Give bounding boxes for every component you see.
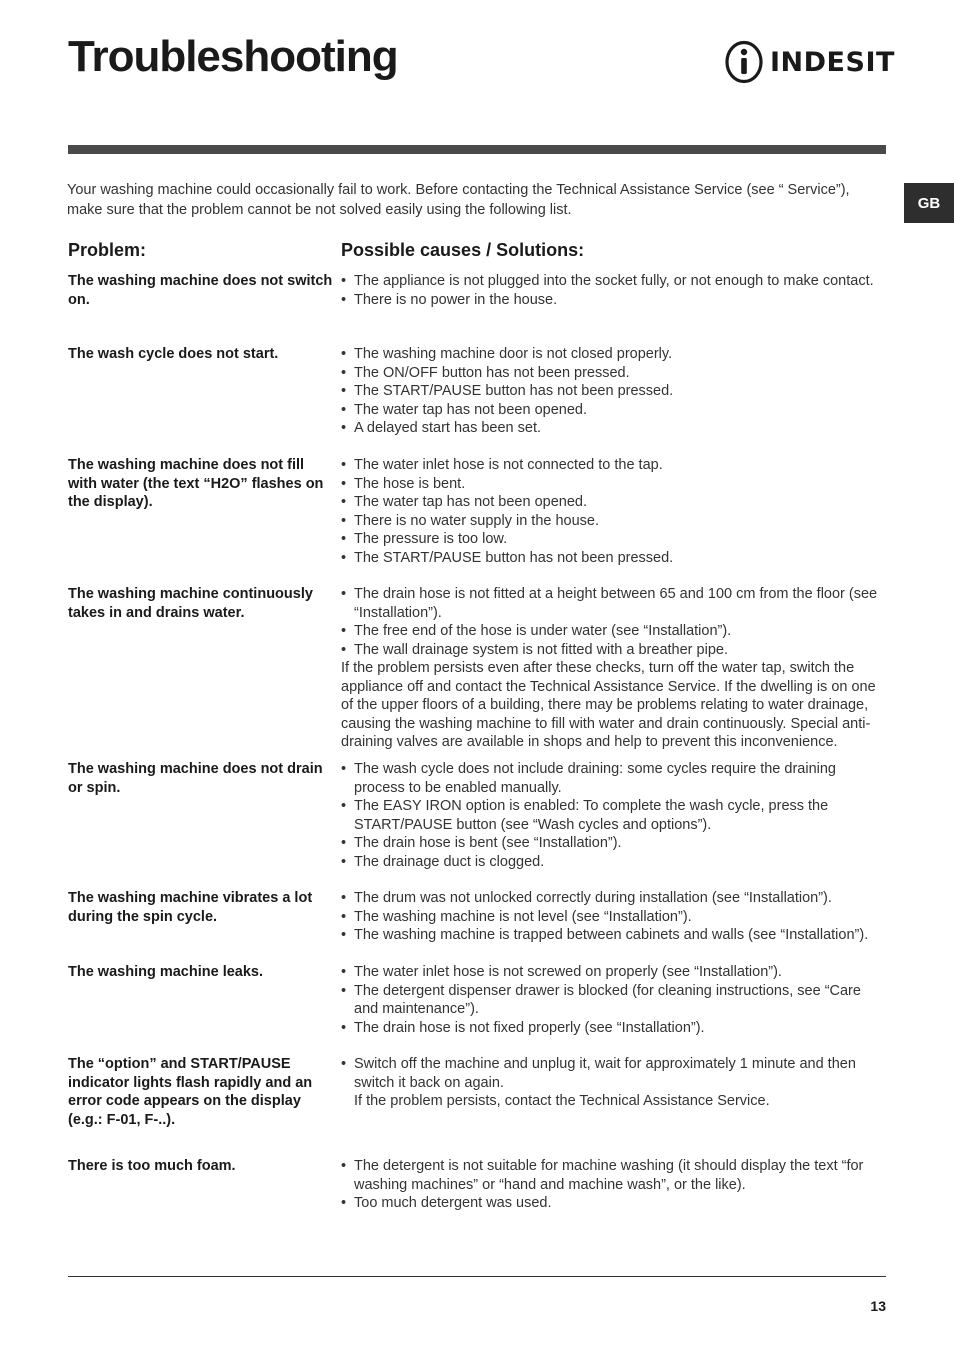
- solution-item: • Switch off the machine and unplug it, wait for approximately 1 minute and then switch it back on again.: [341, 1055, 889, 1092]
- solution-item: • The wall drainage system is not fitted with a breather pipe.: [341, 641, 889, 660]
- solution-item: • There is no water supply in the house.: [341, 512, 889, 531]
- indesit-logo-icon: [724, 40, 764, 84]
- solution-item: • The washing machine is trapped between cabinets and walls (see “Installation”).: [341, 926, 889, 945]
- problem-text: The washing machine does not fill with water (the text “H2O” flashes on the display).: [68, 457, 324, 510]
- solution-item: • The ON/OFF button has not been pressed.: [341, 364, 889, 383]
- solution-item: • The detergent is not suitable for machine washing (it should display the text “for washing machines” or “hand and machine wash”, or the like).: [341, 1157, 889, 1194]
- solutions-list: [341, 963, 889, 1037]
- brand-logo: [724, 40, 895, 84]
- solutions-list: [341, 760, 889, 871]
- problem-text: The washing machine leaks.: [68, 964, 264, 980]
- problem-text: The washing machine does not switch on.: [68, 273, 333, 308]
- problem-text: The washing machine vibrates a lot during the spin cycle.: [68, 890, 313, 925]
- solutions-list: [341, 345, 889, 438]
- solution-item: • The EASY IRON option is enabled: To complete the wash cycle, press the START/PAUSE button (see “Wash cycles and options”).: [341, 797, 889, 834]
- solution-item: • The water inlet hose is not connected to the tap.: [341, 456, 889, 475]
- footer-divider: [68, 1276, 886, 1277]
- problem-text: The wash cycle does not start.: [68, 346, 279, 362]
- page-number: 13: [870, 1298, 886, 1314]
- problem-text: The washing machine continuously takes in and drains water.: [68, 586, 313, 621]
- solution-item: • The drainage duct is clogged.: [341, 853, 889, 872]
- problem-text: There is too much foam.: [68, 1158, 236, 1174]
- solution-item: • There is no power in the house.: [341, 291, 889, 310]
- solution-item: • The drain hose is bent (see “Installation”).: [341, 834, 889, 853]
- solutions-list: [341, 1157, 889, 1213]
- solution-item: • The appliance is not plugged into the socket fully, or not enough to make contact.: [341, 272, 889, 291]
- solution-note: If the problem persists, contact the Technical Assistance Service.: [354, 1093, 770, 1109]
- page-title: Troubleshooting: [68, 32, 398, 81]
- solution-item: • The water tap has not been opened.: [341, 493, 889, 512]
- solutions-column-header: Possible causes / Solutions:: [341, 240, 585, 260]
- solution-item: • The drum was not unlocked correctly during installation (see “Installation”).: [341, 889, 889, 908]
- solution-item: • The water tap has not been opened.: [341, 401, 889, 420]
- solution-item: • The washing machine door is not closed properly.: [341, 345, 889, 364]
- solution-item: • The water inlet hose is not screwed on properly (see “Installation”).: [341, 963, 889, 982]
- solution-item: • The drain hose is not fitted at a height between 65 and 100 cm from the floor (see “Installation”).: [341, 585, 889, 622]
- solution-note: If the problem persists even after these checks, turn off the water tap, switch the appliance off and contact the Technical Assistance Service. If the dwelling is on one of the upper floors of a building, there may be problems relating to water drainage, causing the washing machine to fill with water and drain continuously. Special anti-draining valves are available in shops and help to prevent this inconvenience.: [341, 660, 876, 750]
- solution-item: • Too much detergent was used.: [341, 1194, 889, 1213]
- solution-item: • The drain hose is not fixed properly (see “Installation”).: [341, 1019, 889, 1038]
- problem-text: The washing machine does not drain or spin.: [68, 761, 323, 796]
- solution-item: • The hose is bent.: [341, 475, 889, 494]
- solution-item: • The washing machine is not level (see “Installation”).: [341, 908, 889, 927]
- brand-name: INDESIT: [770, 46, 895, 78]
- solution-item: • The detergent dispenser drawer is blocked (for cleaning instructions, see “Care and maintenance”).: [341, 982, 889, 1019]
- problem-text: The “option” and START/PAUSE indicator lights flash rapidly and an error code appears on the display (e.g.: F-01, F-..).: [68, 1056, 313, 1128]
- solutions-list: [341, 889, 889, 945]
- solution-item: • The wash cycle does not include draining: some cycles require the draining process to be enabled manually.: [341, 760, 889, 797]
- solutions-list: [341, 456, 889, 567]
- solutions-list: [341, 585, 889, 752]
- solution-item: • The pressure is too low.: [341, 530, 889, 549]
- solution-item: • The START/PAUSE button has not been pressed.: [341, 549, 889, 568]
- problem-column-header: Problem:: [68, 240, 147, 260]
- language-tab: GB: [904, 183, 954, 223]
- solution-item: • The free end of the hose is under water (see “Installation”).: [341, 622, 889, 641]
- solutions-list: [341, 1055, 889, 1111]
- intro-paragraph: Your washing machine could occasionally fail to work. Before contacting the Technical Assistance Service (see “ Service”), make sure that the problem cannot be not solved easily using the following list.: [67, 182, 850, 218]
- solution-item: • The START/PAUSE button has not been pressed.: [341, 382, 889, 401]
- solutions-list: [341, 272, 889, 309]
- solution-item: • A delayed start has been set.: [341, 419, 889, 438]
- header-divider: [68, 145, 886, 154]
